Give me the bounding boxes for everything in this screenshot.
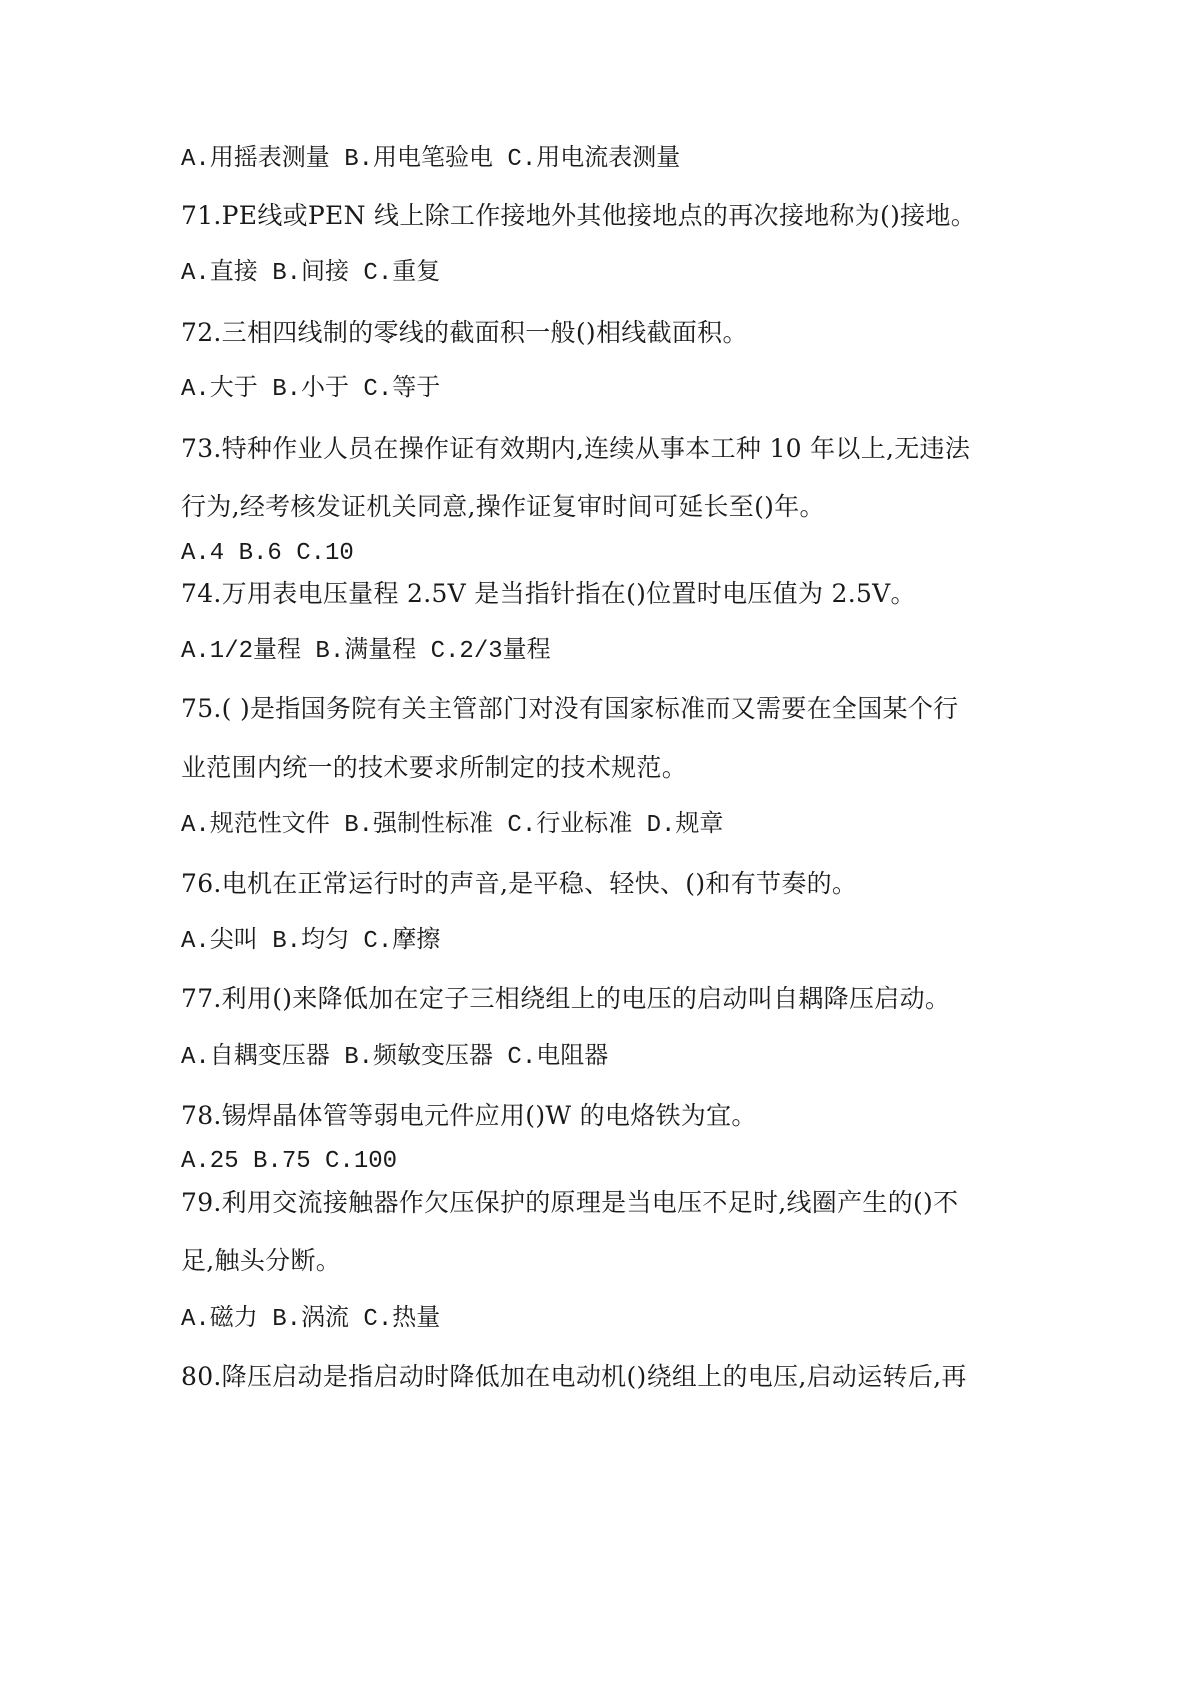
- question-79-line-2: 足,触头分断。: [181, 1246, 342, 1275]
- answer-options-74: A.1/2量程 B.满量程 C.2/3量程: [181, 638, 551, 665]
- answer-options-75: A.规范性文件 B.强制性标准 C.行业标准 D.规章: [181, 812, 724, 839]
- answer-options-76: A.尖叫 B.均匀 C.摩擦: [181, 928, 441, 955]
- answer-options-72: A.大于 B.小于 C.等于: [181, 376, 441, 403]
- question-77: 77.利用()来降低加在定子三相绕组上的电压的启动叫自耦降压启动。: [181, 984, 951, 1013]
- answer-options-71: A.直接 B.间接 C.重复: [181, 260, 441, 287]
- question-75-line-1: 75.( )是指国务院有关主管部门对没有国家标准而又需要在全国某个行: [181, 694, 959, 723]
- answer-options-79: A.磁力 B.涡流 C.热量: [181, 1306, 441, 1333]
- question-80-line-1: 80.降压启动是指启动时降低加在电动机()绕组上的电压,启动运转后,再: [181, 1362, 967, 1391]
- question-79-line-1: 79.利用交流接触器作欠压保护的原理是当电压不足时,线圈产生的()不: [181, 1188, 959, 1217]
- answer-options-77: A.自耦变压器 B.频敏变压器 C.电阻器: [181, 1044, 609, 1071]
- question-76: 76.电机在正常运行时的声音,是平稳、轻快、()和有节奏的。: [181, 869, 858, 898]
- question-75-line-2: 业范围内统一的技术要求所制定的技术规范。: [181, 753, 688, 782]
- question-74: 74.万用表电压量程 2.5V 是当指针指在()位置时电压值为 2.5V。: [181, 579, 916, 608]
- question-72: 72.三相四线制的零线的截面积一般()相线截面积。: [181, 318, 748, 347]
- answer-options-73: A.4 B.6 C.10: [181, 540, 354, 567]
- answer-options-70: A.用摇表测量 B.用电笔验电 C.用电流表测量: [181, 146, 681, 173]
- question-78: 78.锡焊晶体管等弱电元件应用()W 的电烙铁为宜。: [181, 1101, 757, 1130]
- answer-options-78: A.25 B.75 C.100: [181, 1148, 398, 1175]
- question-73-line-2: 行为,经考核发证机关同意,操作证复审时间可延长至()年。: [181, 492, 825, 521]
- question-71: 71.PE线或PEN 线上除工作接地外其他接地点的再次接地称为()接地。: [181, 201, 977, 230]
- question-73-line-1: 73.特种作业人员在操作证有效期内,连续从事本工种 10 年以上,无违法: [181, 434, 971, 463]
